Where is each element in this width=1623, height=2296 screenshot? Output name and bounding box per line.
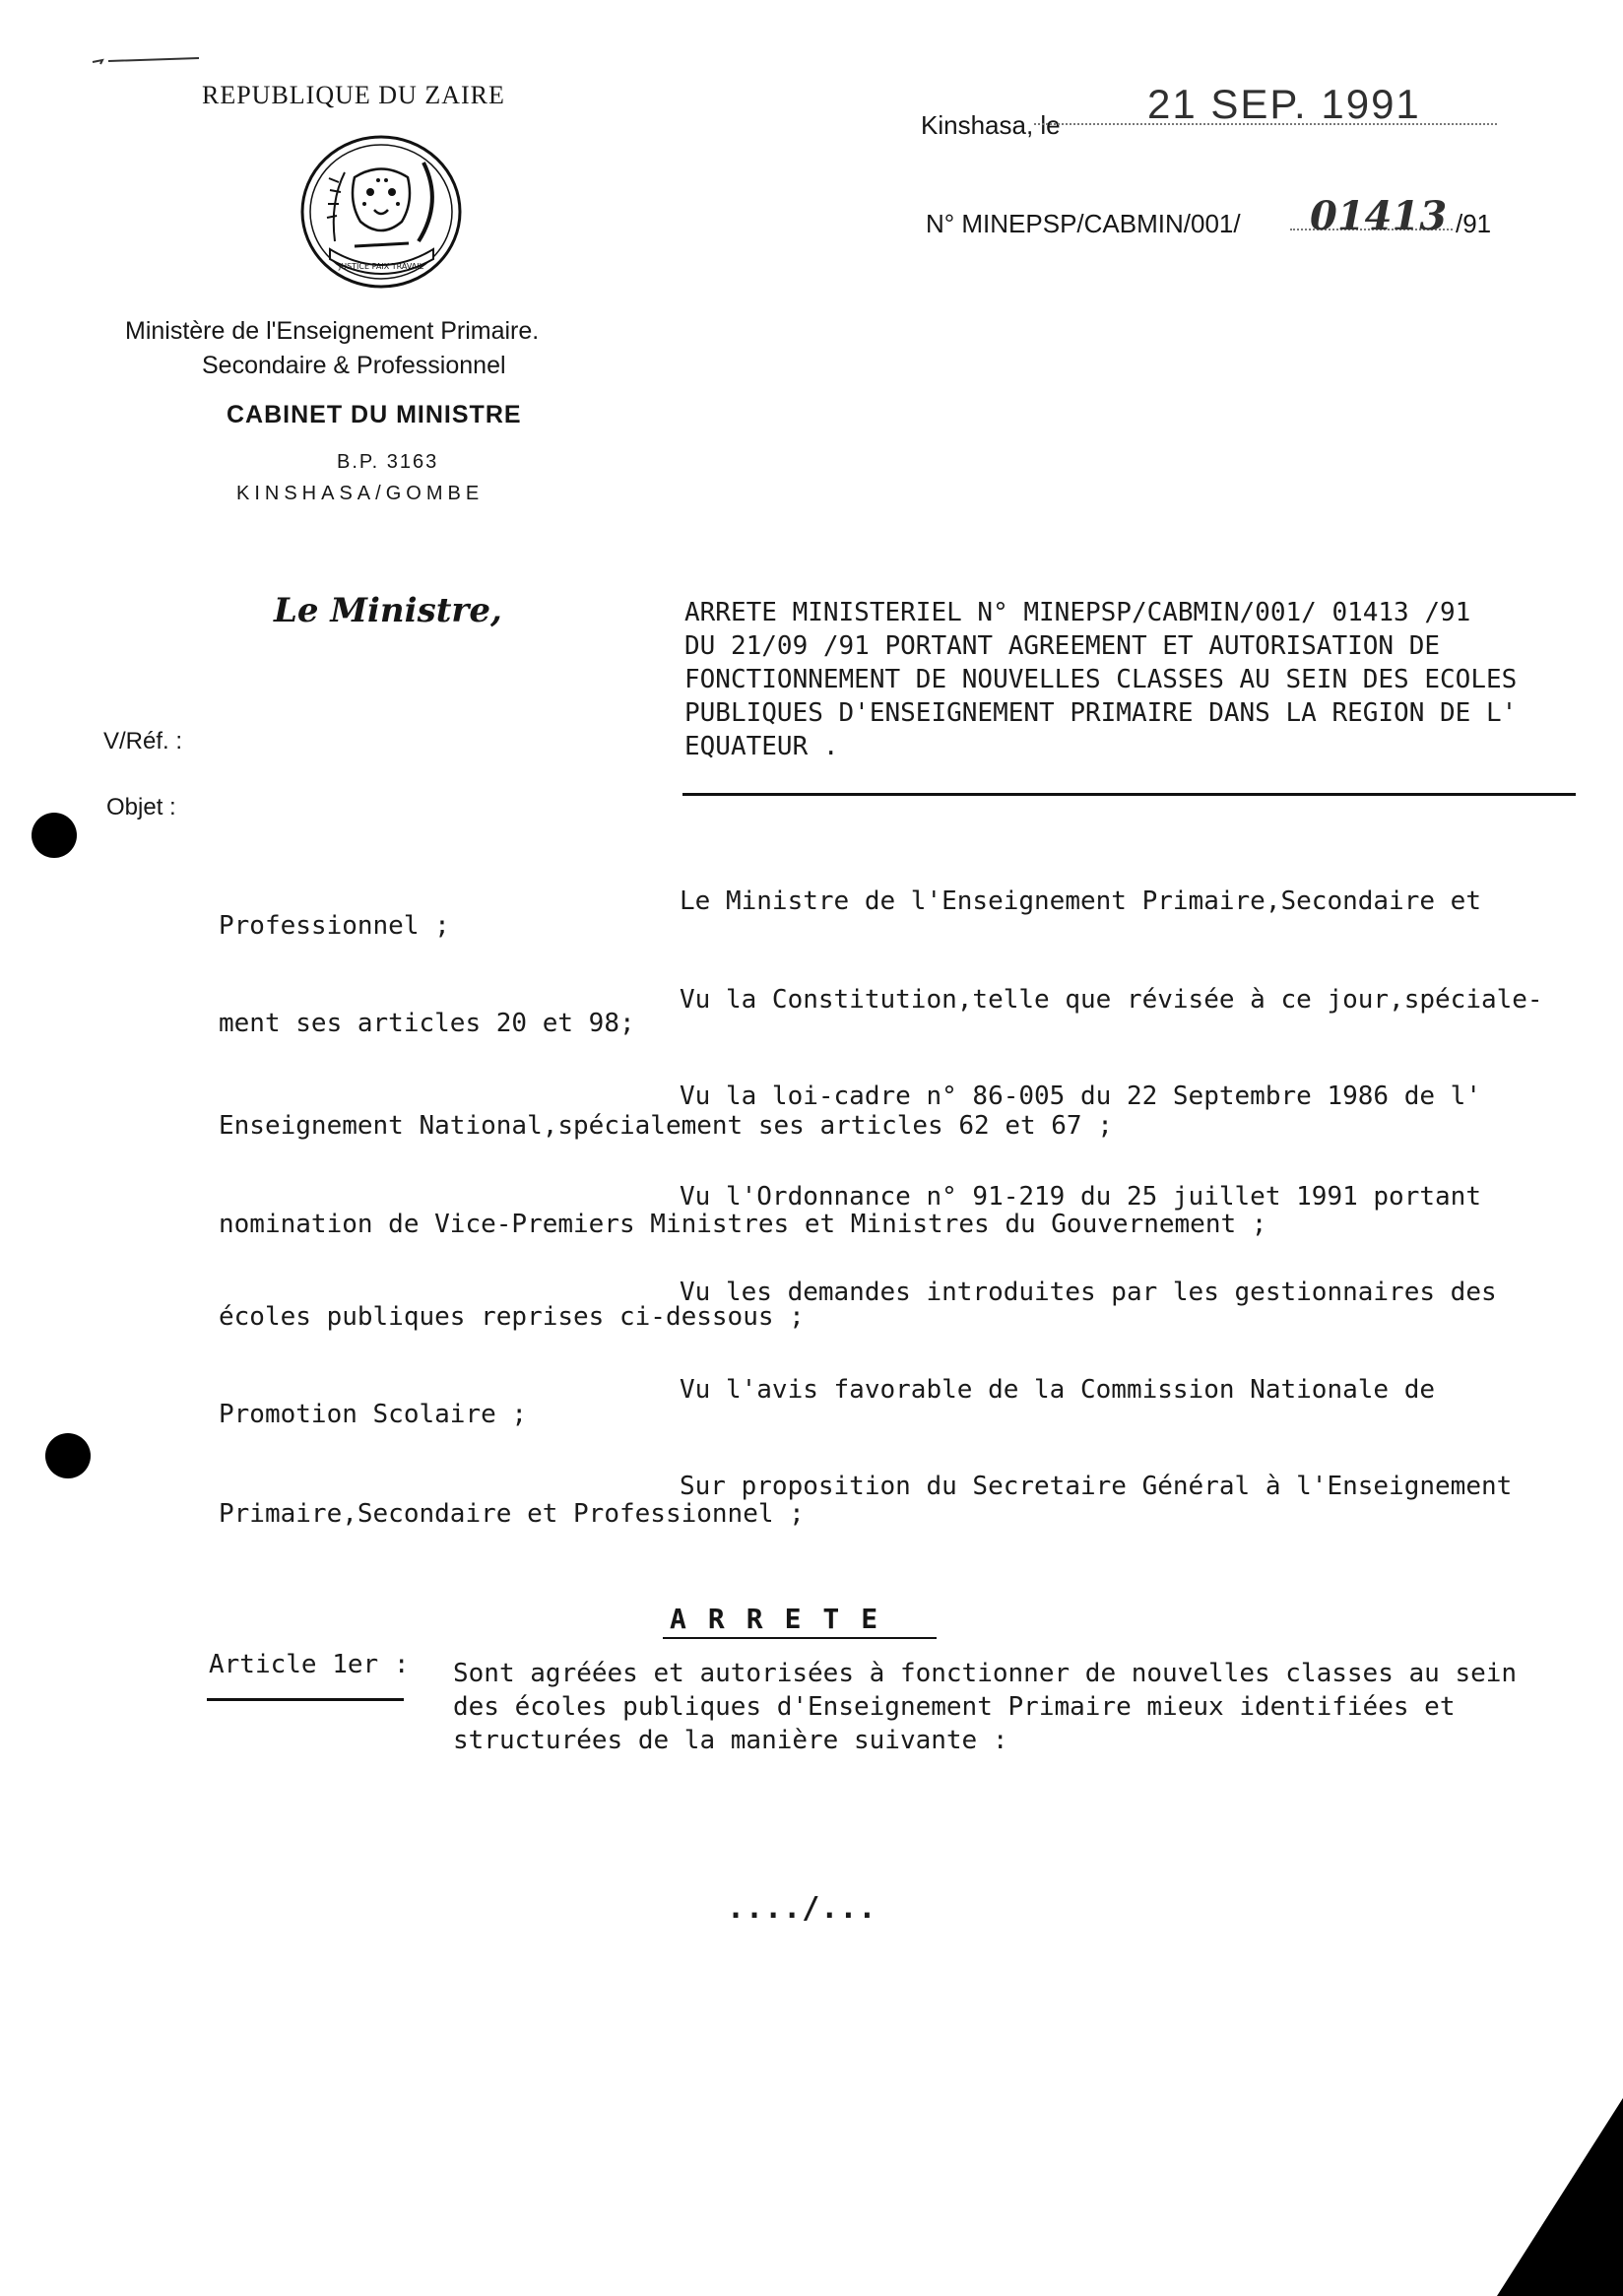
decree-title-line: ARRETE MINISTERIEL N° MINEPSP/CABMIN/001/ 01413 /91 <box>684 598 1471 627</box>
preamble-line: nomination de Vice-Premiers Ministres et Ministres du Gouvernement ; <box>219 1210 1267 1239</box>
reference-number-handwritten: 01413 <box>1310 193 1448 239</box>
preamble-line: ment ses articles 20 et 98; <box>219 1009 635 1038</box>
preamble-line: Enseignement National,spécialement ses articles 62 et 67 ; <box>219 1111 1113 1141</box>
preamble-line: Primaire,Secondaire et Professionnel ; <box>219 1499 805 1529</box>
reference-year: /91 <box>1456 209 1492 238</box>
decree-title-line: FONCTIONNEMENT DE NOUVELLES CLASSES AU SEIN DES ECOLES <box>684 665 1518 694</box>
preamble-line: Vu la loi-cadre n° 86-005 du 22 Septembre 1986 de l' <box>680 1082 1481 1111</box>
ministry-name: Ministère de l'Enseignement Primaire. <box>125 317 540 345</box>
article-text-line: structurées de la manière suivante : <box>453 1726 1008 1755</box>
subject-field: Objet : <box>106 794 176 820</box>
preamble-line: Le Ministre de l'Enseignement Primaire,Secondaire et <box>680 886 1481 916</box>
your-reference-field: V/Réf. : <box>103 728 183 754</box>
reference-label: N° MINEPSP/CABMIN/001/ <box>926 209 1241 238</box>
punch-hole <box>32 813 77 858</box>
article-underline <box>207 1698 404 1701</box>
decree-title <box>684 596 1517 763</box>
decree-title-line: DU 21/09 /91 PORTANT AGREEMENT ET AUTORISATION DE <box>684 631 1441 661</box>
article-text <box>453 1657 1517 1757</box>
arrete-underline <box>663 1637 937 1639</box>
seal-motto: JUSTICE PAIX TRAVAIL <box>338 262 424 271</box>
postal-box: B.P. 3163 <box>337 451 439 473</box>
preamble-line: Vu l'Ordonnance n° 91-219 du 25 juillet 1991 portant <box>680 1182 1481 1212</box>
coat-of-arms-icon <box>295 133 468 295</box>
punch-hole <box>45 1433 91 1478</box>
preamble-line: Sur proposition du Secretaire Général à l'Enseignement <box>680 1472 1513 1501</box>
preamble-line: Professionnel ; <box>219 911 450 941</box>
place-label: Kinshasa, le <box>921 110 1061 140</box>
country-heading: REPUBLIQUE DU ZAIRE <box>202 81 505 109</box>
preamble-line: Vu les demandes introduites par les gestionnaires des <box>680 1278 1497 1307</box>
decree-title-line: EQUATEUR . <box>684 732 839 761</box>
cabinet-heading: CABINET DU MINISTRE <box>227 401 522 428</box>
preamble-line: Vu l'avis favorable de la Commission Nationale de <box>680 1375 1436 1405</box>
preamble-line: Promotion Scolaire ; <box>219 1400 528 1429</box>
preamble-line: Vu la Constitution,telle que révisée à ce jour,spéciale- <box>680 985 1543 1015</box>
article-text-line: Sont agréées et autorisées à fonctionner de nouvelles classes au sein <box>453 1659 1518 1688</box>
arrete-heading: ARRETE <box>670 1603 900 1635</box>
date-stamp: 21 SEP. 1991 <box>1147 81 1421 127</box>
city-address: KINSHASA/GOMBE <box>236 483 485 504</box>
page-continuation: ..../... <box>727 1891 877 1926</box>
author-signature-heading: Le Ministre, <box>274 591 502 630</box>
pen-mark <box>91 54 209 68</box>
preamble-line: écoles publiques reprises ci-dessous ; <box>219 1302 805 1332</box>
decree-title-line: PUBLIQUES D'ENSEIGNEMENT PRIMAIRE DANS LA REGION DE L' <box>684 698 1518 728</box>
article-label: Article 1er : <box>209 1650 410 1679</box>
title-underline <box>682 793 1576 796</box>
article-text-line: des écoles publiques d'Enseignement Primaire mieux identifiées et <box>453 1692 1456 1722</box>
scan-corner-shadow <box>1497 2098 1623 2296</box>
ministry-name-cont: Secondaire & Professionnel <box>202 352 506 379</box>
